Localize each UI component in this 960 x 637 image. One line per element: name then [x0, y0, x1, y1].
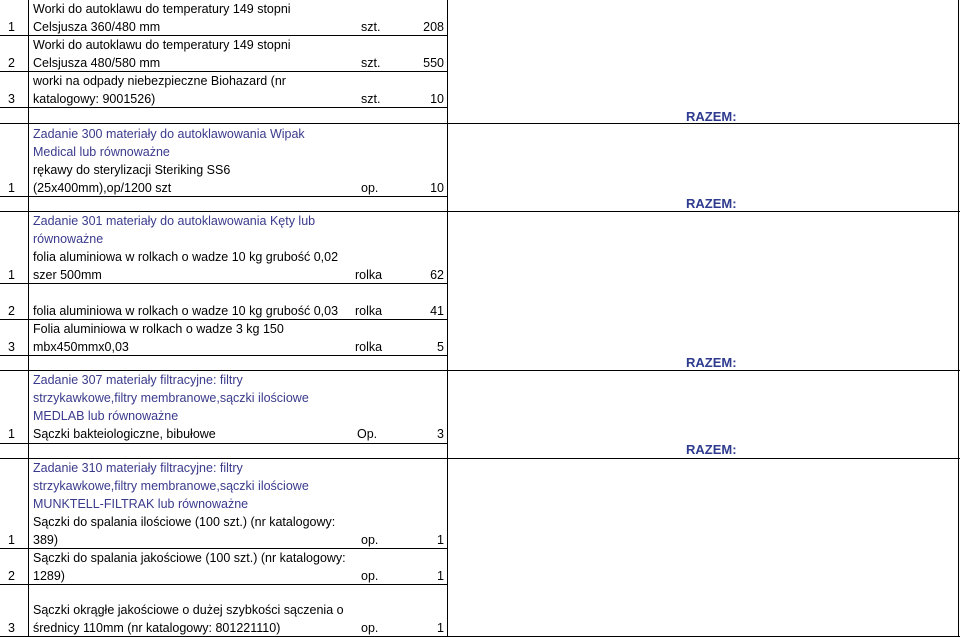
section-title: strzykawkowe,filtry membranowe,sączki ilościowe: [33, 479, 309, 493]
section-title: MUNKTELL-FILTRAK lub równoważne: [33, 497, 249, 511]
item-unit: szt.: [361, 20, 381, 34]
item-unit: rolka: [355, 268, 383, 282]
item-qty: 1: [437, 621, 444, 635]
razem-label: RAZEM:: [686, 442, 737, 457]
item-name: Sączki bakteiologiczne, bibułowe: [33, 427, 216, 441]
col-divider: [958, 0, 959, 637]
item-qty: 1: [437, 533, 444, 547]
item-name: rękawy do sterylizacji Steriking SS6: [33, 163, 231, 177]
item-unit: op.: [361, 533, 379, 547]
row-number: 3: [8, 92, 15, 106]
item-qty: 208: [423, 20, 444, 34]
row-number: 3: [8, 621, 15, 635]
razem-label: RAZEM:: [686, 355, 737, 370]
section-title: Zadanie 301 materiały do autoklawowania Kęty lub: [33, 214, 316, 228]
item-unit: rolka: [355, 340, 383, 354]
section-title: Zadanie 307 materiały filtracyjne: filtry: [33, 373, 243, 387]
item-qty: 10: [430, 181, 444, 195]
item-name: folia aluminiowa w rolkach o wadze 10 kg grubość 0,02: [33, 250, 339, 264]
row-number: 2: [8, 569, 15, 583]
item-unit: op.: [361, 181, 379, 195]
item-name: Celsjusza 360/480 mm: [33, 20, 161, 34]
row-number: 2: [8, 304, 15, 318]
item-qty: 41: [430, 304, 444, 318]
item-unit: szt.: [361, 92, 381, 106]
item-qty: 550: [423, 56, 444, 70]
item-name: Sączki do spalania jakościowe (100 szt.) (nr katalogowy:: [33, 551, 346, 565]
row-number: 3: [8, 340, 15, 354]
item-name: Sączki okrągłe jakościowe o dużej szybkości sączenia o: [33, 603, 344, 617]
item-qty: 3: [437, 427, 444, 441]
item-name: Sączki do spalania ilościowe (100 szt.) (nr katalogowy:: [33, 515, 336, 529]
item-name: Worki do autoklawu do temperatury 149 stopni: [33, 2, 291, 16]
item-name: folia aluminiowa w rolkach o wadze 10 kg grubość 0,03: [33, 304, 339, 318]
razem-label: RAZEM:: [686, 196, 737, 211]
item-unit: Op.: [357, 427, 378, 441]
row-number: 1: [8, 20, 15, 34]
item-name: worki na odpady niebezpieczne Biohazard (nr: [33, 74, 286, 88]
row-number: 1: [8, 427, 15, 441]
row-number: 1: [8, 181, 15, 195]
item-qty: 5: [437, 340, 444, 354]
section-title: strzykawkowe,filtry membranowe,sączki ilościowe: [33, 391, 309, 405]
item-name: 389): [33, 533, 59, 547]
row-number: 1: [8, 268, 15, 282]
item-qty: 62: [430, 268, 444, 282]
item-unit: op.: [361, 621, 379, 635]
item-qty: 1: [437, 569, 444, 583]
item-name: mbx450mmx0,03: [33, 340, 129, 354]
row-number: 2: [8, 56, 15, 70]
item-unit: rolka: [355, 304, 383, 318]
row-divider: [0, 123, 960, 124]
razem-label: RAZEM:: [686, 109, 737, 124]
section-title: MEDLAB lub równoważne: [33, 409, 179, 423]
item-name: katalogowy: 9001526): [33, 92, 156, 106]
item-name: Celsjusza 480/580 mm: [33, 56, 161, 70]
section-title: równoważne: [33, 232, 104, 246]
item-name: średnicy 110mm (nr katalogowy: 801221110): [33, 621, 281, 635]
item-name: Worki do autoklawu do temperatury 149 stopni: [33, 38, 291, 52]
section-title: Medical lub równoważne: [33, 145, 170, 159]
item-unit: op.: [361, 569, 379, 583]
item-name: 1289): [33, 569, 65, 583]
item-qty: 10: [430, 92, 444, 106]
row-divider: [0, 443, 448, 444]
row-number: 1: [8, 533, 15, 547]
row-divider: [0, 584, 448, 585]
section-title: Zadanie 300 materiały do autoklawowania Wipak: [33, 127, 305, 141]
item-unit: szt.: [361, 56, 381, 70]
item-name: szer 500mm: [33, 268, 102, 282]
section-title: Zadanie 310 materiały filtracyjne: filtry: [33, 461, 243, 475]
item-name: (25x400mm),op/1200 szt: [33, 181, 172, 195]
item-name: Folia aluminiowa w rolkach o wadze 3 kg 150: [33, 322, 284, 336]
